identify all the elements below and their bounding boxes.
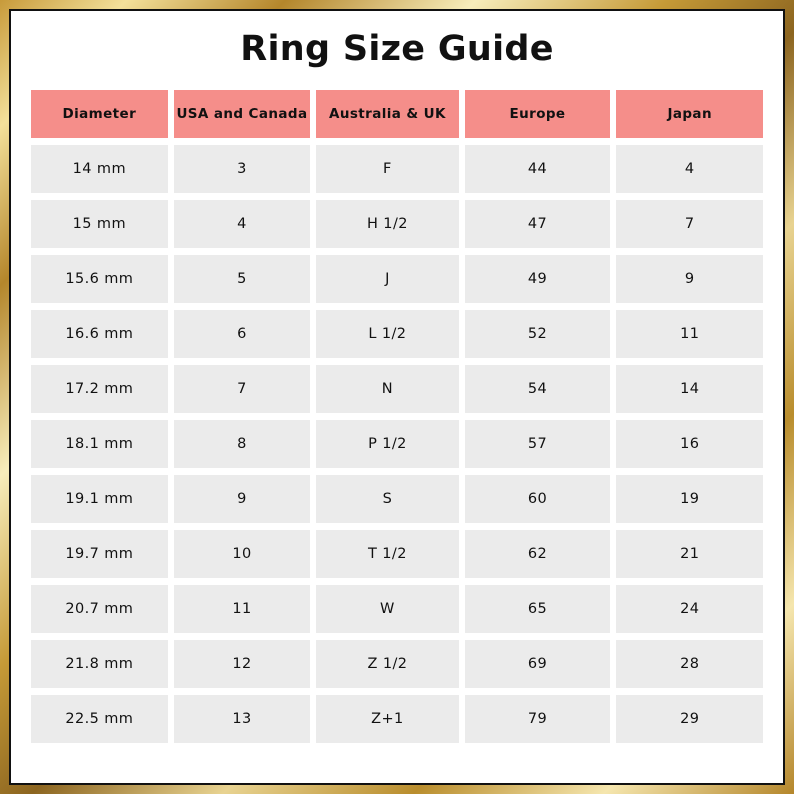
table-row <box>31 365 763 413</box>
cell-usa-canada: 5 <box>174 255 311 303</box>
cell-usa-canada: 8 <box>174 420 311 468</box>
cell-diameter: 15 mm <box>31 200 168 248</box>
cell-japan: 16 <box>616 420 763 468</box>
cell-usa-canada: 3 <box>174 145 311 193</box>
cell-japan: 24 <box>616 585 763 633</box>
cell-japan: 29 <box>616 695 763 743</box>
table-row <box>31 695 763 743</box>
ring-size-table <box>25 83 769 750</box>
cell-usa-canada: 10 <box>174 530 311 578</box>
cell-diameter: 20.7 mm <box>31 585 168 633</box>
cell-australia-uk: J <box>316 255 458 303</box>
cell-europe: 57 <box>465 420 611 468</box>
cell-europe: 44 <box>465 145 611 193</box>
table-row <box>31 420 763 468</box>
column-header-usa-canada: USA and Canada <box>174 90 311 138</box>
cell-usa-canada: 13 <box>174 695 311 743</box>
cell-europe: 65 <box>465 585 611 633</box>
cell-usa-canada: 11 <box>174 585 311 633</box>
cell-australia-uk: L 1/2 <box>316 310 458 358</box>
cell-europe: 60 <box>465 475 611 523</box>
cell-europe: 47 <box>465 200 611 248</box>
cell-australia-uk: Z+1 <box>316 695 458 743</box>
cell-usa-canada: 9 <box>174 475 311 523</box>
cell-australia-uk: W <box>316 585 458 633</box>
cell-europe: 62 <box>465 530 611 578</box>
cell-australia-uk: N <box>316 365 458 413</box>
table-row <box>31 585 763 633</box>
cell-japan: 11 <box>616 310 763 358</box>
table-row <box>31 310 763 358</box>
cell-usa-canada: 6 <box>174 310 311 358</box>
cell-diameter: 15.6 mm <box>31 255 168 303</box>
table-header-row <box>31 90 763 138</box>
cell-usa-canada: 7 <box>174 365 311 413</box>
cell-japan: 14 <box>616 365 763 413</box>
cell-australia-uk: H 1/2 <box>316 200 458 248</box>
cell-diameter: 16.6 mm <box>31 310 168 358</box>
cell-europe: 79 <box>465 695 611 743</box>
cell-usa-canada: 12 <box>174 640 311 688</box>
content-frame <box>9 9 785 785</box>
table-row <box>31 200 763 248</box>
table-row <box>31 255 763 303</box>
cell-diameter: 22.5 mm <box>31 695 168 743</box>
cell-diameter: 18.1 mm <box>31 420 168 468</box>
table-row <box>31 145 763 193</box>
cell-europe: 54 <box>465 365 611 413</box>
cell-japan: 21 <box>616 530 763 578</box>
cell-japan: 4 <box>616 145 763 193</box>
column-header-japan: Japan <box>616 90 763 138</box>
cell-diameter: 19.1 mm <box>31 475 168 523</box>
cell-europe: 52 <box>465 310 611 358</box>
cell-japan: 9 <box>616 255 763 303</box>
table-row <box>31 475 763 523</box>
cell-diameter: 21.8 mm <box>31 640 168 688</box>
cell-australia-uk: S <box>316 475 458 523</box>
table-row <box>31 640 763 688</box>
cell-australia-uk: T 1/2 <box>316 530 458 578</box>
cell-australia-uk: P 1/2 <box>316 420 458 468</box>
cell-japan: 7 <box>616 200 763 248</box>
cell-diameter: 19.7 mm <box>31 530 168 578</box>
cell-diameter: 17.2 mm <box>31 365 168 413</box>
cell-japan: 28 <box>616 640 763 688</box>
page-title: Ring Size Guide <box>240 29 554 69</box>
cell-diameter: 14 mm <box>31 145 168 193</box>
cell-europe: 69 <box>465 640 611 688</box>
cell-europe: 49 <box>465 255 611 303</box>
table-row <box>31 530 763 578</box>
cell-australia-uk: Z 1/2 <box>316 640 458 688</box>
cell-australia-uk: F <box>316 145 458 193</box>
cell-japan: 19 <box>616 475 763 523</box>
cell-usa-canada: 4 <box>174 200 311 248</box>
column-header-diameter: Diameter <box>31 90 168 138</box>
column-header-europe: Europe <box>465 90 611 138</box>
column-header-australia-uk: Australia & UK <box>316 90 458 138</box>
